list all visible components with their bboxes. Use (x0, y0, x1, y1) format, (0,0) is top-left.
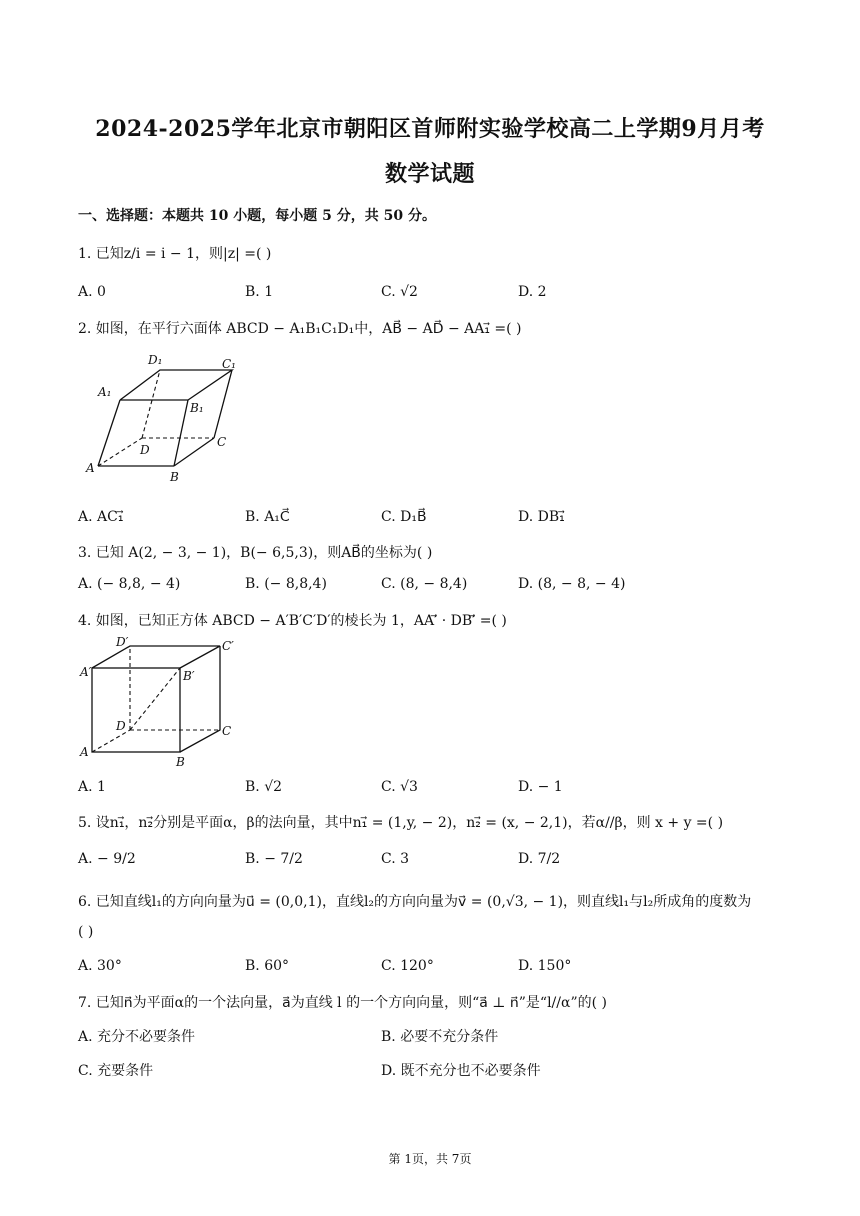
edge-ad-hidden (98, 438, 142, 466)
q5-option-c: C. 3 (381, 851, 410, 867)
edge-aa1 (98, 400, 120, 466)
label-b: B (170, 470, 179, 484)
label-a1: A′ (80, 665, 92, 679)
label-c1: C′ (222, 639, 234, 653)
q3-option-d: D. (8, − 8, − 4) (518, 576, 626, 592)
label-a1: A₁ (98, 385, 112, 399)
q1-option-c: C. √2 (381, 284, 418, 300)
label-d: D (116, 719, 126, 733)
q1-option-a: A. 0 (78, 284, 106, 300)
question-7-stem: 7. 已知n⃗为平面α的一个法向量，a⃗为直线 l 的一个方向向量，则“a⃗ ⊥ n⃗”是“l//α”的( ) (78, 995, 607, 1011)
q3-option-a: A. (− 8,8, − 4) (78, 576, 181, 592)
q7-option-d: D. 既不充分也不必要条件 (381, 1063, 541, 1079)
page-footer: 第 1页，共 7页 (388, 1152, 472, 1166)
q3-option-b: B. (− 8,8,4) (245, 576, 327, 592)
q6-option-d: D. 150° (518, 958, 572, 974)
q6-option-c: C. 120° (381, 958, 434, 974)
q7-option-c: C. 充要条件 (78, 1063, 154, 1079)
edge-bb1 (174, 400, 188, 466)
question-6-stem: 6. 已知直线l₁的方向向量为u⃗ = (0,0,1)，直线l₂的方向向量为v⃗ = (0,√3, − 1)，则直线l₁与l₂所成角的度数为 (78, 894, 752, 910)
section-heading: 一、选择题：本题共 10 小题，每小题 5 分，共 50 分。 (78, 208, 436, 224)
q4-option-c: C. √3 (381, 779, 418, 795)
question-3-stem: 3. 已知 A(2, − 3, − 1)，B(− 6,5,3)，则AB⃗的坐标为( ) (78, 545, 433, 561)
top-face-edges (120, 370, 232, 400)
q4-option-b: B. √2 (245, 779, 283, 795)
q4-option-d: D. − 1 (518, 779, 563, 795)
label-c: C (222, 724, 232, 738)
q7-option-a: A. 充分不必要条件 (78, 1029, 196, 1045)
q4-option-a: A. 1 (78, 779, 106, 795)
q2-option-b: B. A₁C⃗ (245, 509, 290, 525)
front-face (92, 668, 180, 752)
q5-option-b: B. − 7/2 (245, 851, 303, 867)
label-c: C (217, 435, 227, 449)
label-d1: D′ (116, 636, 129, 649)
label-c1: C₁ (222, 357, 236, 371)
edge-dd1-hidden (142, 370, 160, 438)
edge-ad-hidden (92, 730, 130, 752)
question-1-stem: 1. 已知z/i = i − 1，则|z| =( ) (78, 246, 272, 262)
right-face-edges (180, 646, 220, 752)
top-face-edges (92, 646, 220, 668)
q5-option-a: A. − 9/2 (78, 851, 136, 867)
q7-option-b: B. 必要不充分条件 (381, 1029, 499, 1045)
cube-figure (76, 636, 246, 770)
label-d1: D₁ (148, 353, 163, 367)
q2-option-d: D. DB₁⃗ (518, 509, 565, 525)
label-a: A (86, 461, 95, 475)
q2-option-c: C. D₁B⃗ (381, 509, 427, 525)
q1-option-b: B. 1 (245, 284, 274, 300)
label-d: D (140, 443, 150, 457)
question-2-stem: 2. 如图，在平行六面体 ABCD − A₁B₁C₁D₁中，AB⃗ − AD⃗ − AA₁⃗ =( ) (78, 321, 522, 337)
diagonal-db1 (130, 668, 180, 730)
q3-option-c: C. (8, − 8,4) (381, 576, 468, 592)
q5-option-d: D. 7/2 (518, 851, 561, 867)
q6-option-b: B. 60° (245, 958, 290, 974)
label-b1: B₁ (190, 401, 204, 415)
question-6-stem-cont: ( ) (78, 924, 94, 940)
question-5-stem: 5. 设n₁⃗，n₂⃗分别是平面α，β的法向量，其中n₁⃗ = (1,y, − 2)，n₂⃗ = (x, − 2,1)，若α//β，则 x + y =( ) (78, 815, 724, 831)
paper-title-line2: 数学试题 (384, 161, 475, 187)
label-b: B (176, 755, 185, 769)
edge-bc (174, 438, 214, 466)
q6-option-a: A. 30° (78, 958, 122, 974)
paper-title-line1: 2024-2025学年北京市朝阳区首师附实验学校高二上学期9月月考 (95, 116, 765, 142)
q1-option-d: D. 2 (518, 284, 547, 300)
question-4-stem: 4. 如图，已知正方体 ABCD − A′B′C′D′的棱长为 1，AA′⃗ · DB′⃗ =( ) (78, 613, 507, 629)
q2-option-a: A. AC₁⃗ (78, 509, 124, 525)
label-b1: B′ (183, 669, 195, 683)
parallelepiped-figure (84, 348, 254, 488)
label-a: A (80, 745, 89, 759)
